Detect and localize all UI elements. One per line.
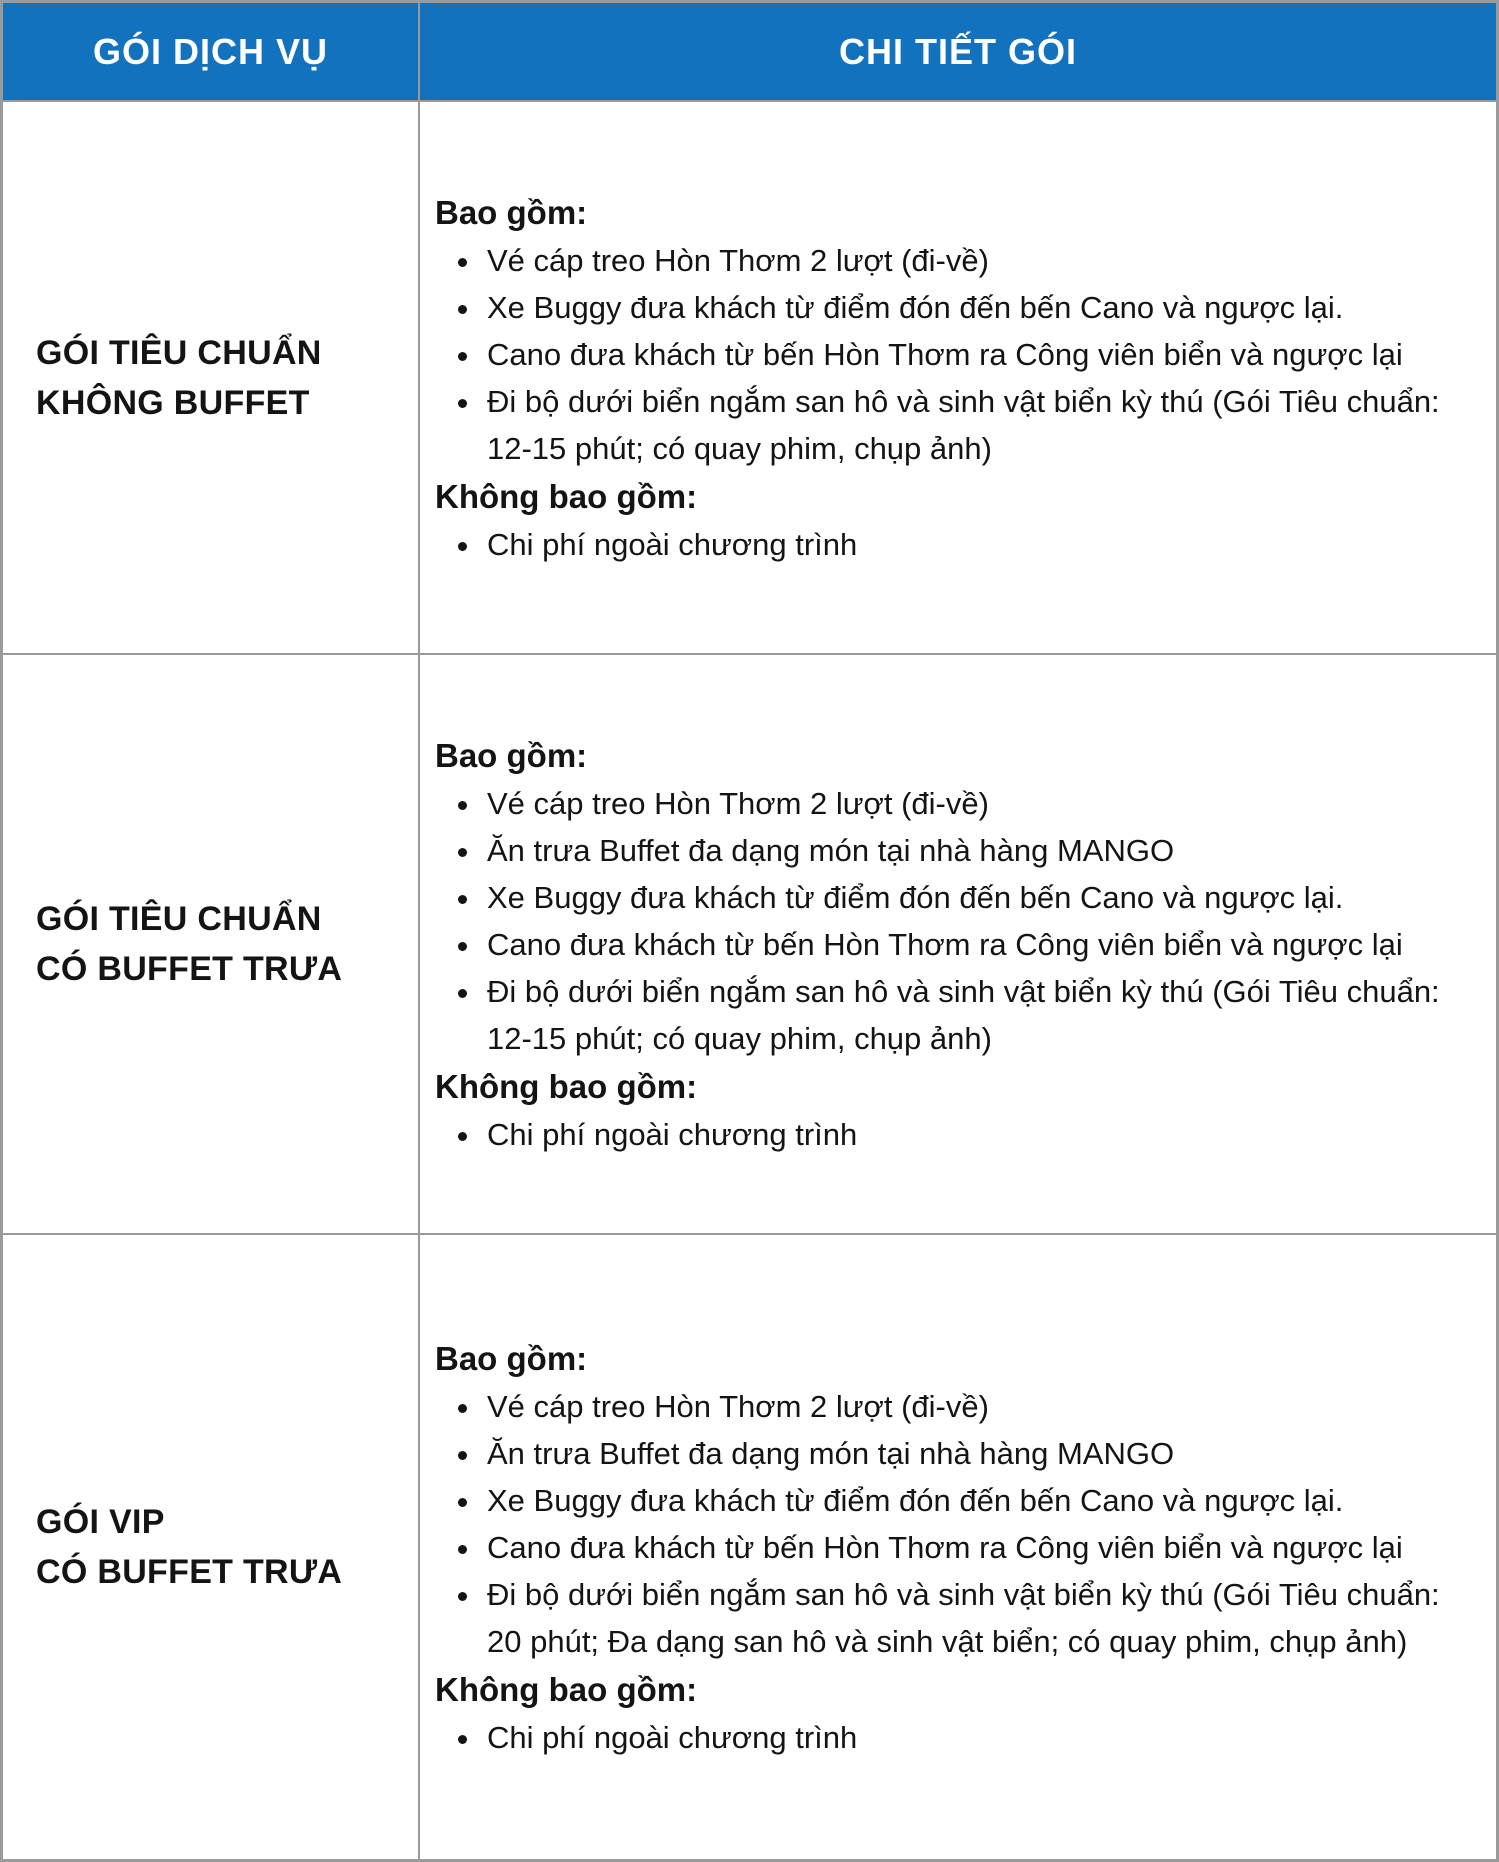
package-title-line: GÓI TIÊU CHUẨN [36,333,322,372]
exclude-label: Không bao gồm: [435,1067,698,1105]
package-detail-item: • Xe Buggy đưa khách từ điểm đón đến bến Cano và ngược lại. [483,1477,1466,1524]
include-list [435,237,1466,472]
package-detail-item: • Cano đưa khách từ bến Hòn Thơm ra Công viên biển và ngược lại [483,921,1466,968]
exclude-list [435,1111,1466,1158]
include-label: Bao gồm: [435,1339,588,1377]
exclude-list [435,1714,1466,1761]
package-detail-item: • Cano đưa khách từ bến Hòn Thơm ra Công viên biển và ngược lại [483,331,1466,378]
package-details-standard-no-buffet [420,102,1496,653]
package-detail-item: • Ăn trưa Buffet đa dạng món tại nhà hàng MANGO [483,827,1466,874]
package-title-vip-with-buffet [3,1235,418,1859]
package-detail-item: • Đi bộ dưới biển ngắm san hô và sinh vật biển kỳ thú (Gói Tiêu chuẩn: 20 phút; Đa dạng san hô và sinh vật biển; có quay phim, chụp ảnh) [483,1571,1466,1665]
include-label: Bao gồm: [435,736,588,774]
package-detail-item: • Cano đưa khách từ bến Hòn Thơm ra Công viên biển và ngược lại [483,1524,1466,1571]
package-details-vip-with-buffet [420,1235,1496,1859]
package-detail-item: • Chi phí ngoài chương trình [483,1714,1466,1761]
exclude-label: Không bao gồm: [435,477,698,515]
package-title-line: CÓ BUFFET TRƯA [36,950,343,988]
package-detail-item: • Vé cáp treo Hòn Thơm 2 lượt (đi-về) [483,237,1466,284]
include-list [435,780,1466,1062]
package-detail-item: • Chi phí ngoài chương trình [483,1111,1466,1158]
package-title-line: CÓ BUFFET TRƯA [36,1553,343,1591]
header-details-label: CHI TIẾT GÓI [838,30,1077,72]
header-details-column [420,3,1496,100]
package-detail-item: • Vé cáp treo Hòn Thơm 2 lượt (đi-về) [483,780,1466,827]
package-detail-item: • Xe Buggy đưa khách từ điểm đón đến bến Cano và ngược lại. [483,874,1466,921]
package-title-line: GÓI TIÊU CHUẨN [36,900,322,938]
package-title-line: GÓI VIP [36,1503,165,1541]
package-detail-item: • Xe Buggy đưa khách từ điểm đón đến bến Cano và ngược lại. [483,284,1466,331]
include-label: Bao gồm: [435,193,588,231]
package-details-standard-with-buffet [420,655,1496,1233]
header-package-label: GÓI DỊCH VỤ [92,30,328,72]
package-detail-item: • Đi bộ dưới biển ngắm san hô và sinh vật biển kỳ thú (Gói Tiêu chuẩn: 12-15 phút; có quay phim, chụp ảnh) [483,378,1466,472]
exclude-list [435,521,1466,568]
package-detail-item: • Chi phí ngoài chương trình [483,521,1466,568]
package-detail-item: • Đi bộ dưới biển ngắm san hô và sinh vật biển kỳ thú (Gói Tiêu chuẩn: 12-15 phút; có quay phim, chụp ảnh) [483,968,1466,1062]
package-title-standard-with-buffet [3,655,418,1233]
package-detail-item: • Vé cáp treo Hòn Thơm 2 lượt (đi-về) [483,1383,1466,1430]
header-package-column [3,3,418,100]
include-list [435,1383,1466,1665]
exclude-label: Không bao gồm: [435,1670,698,1708]
package-title-standard-no-buffet [3,102,418,653]
package-title-line: KHÔNG BUFFET [36,383,310,422]
package-detail-item: • Ăn trưa Buffet đa dạng món tại nhà hàng MANGO [483,1430,1466,1477]
